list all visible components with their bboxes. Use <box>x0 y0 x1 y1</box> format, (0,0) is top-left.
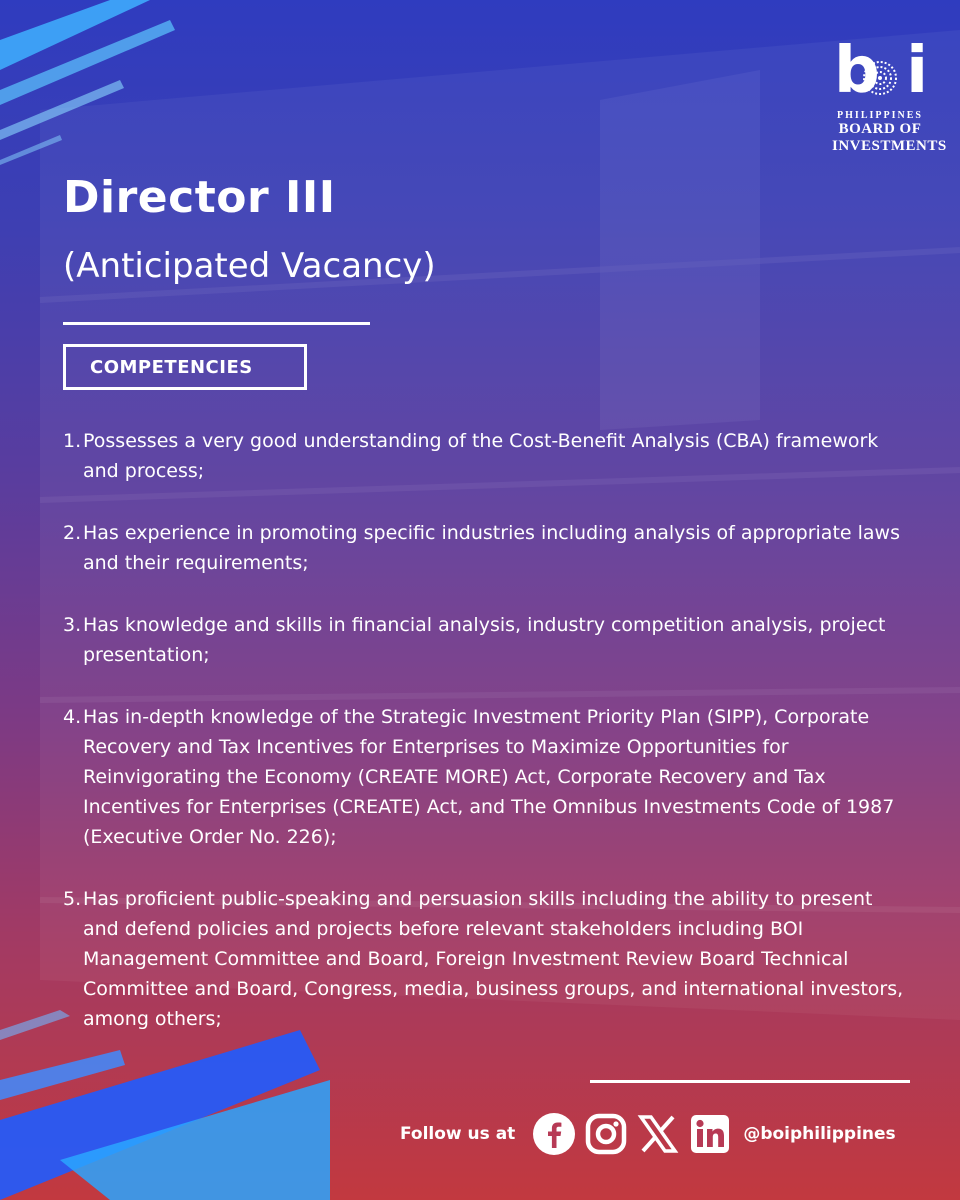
instagram-icon[interactable] <box>583 1111 629 1157</box>
competency-item <box>63 518 913 578</box>
social-footer <box>400 1108 940 1160</box>
competency-number: 4. <box>63 706 82 728</box>
competency-item <box>63 702 913 852</box>
linkedin-icon[interactable] <box>687 1111 733 1157</box>
logo-sun-icon <box>862 60 898 96</box>
competency-item <box>63 884 913 1034</box>
competency-number: 1. <box>63 430 82 452</box>
facebook-icon[interactable] <box>531 1111 577 1157</box>
page-subtitle: (Anticipated Vacancy) <box>63 246 436 286</box>
competency-text: Has in-depth knowledge of the Strategic Investment Priority Plan (SIPP), Corporate Recovery and Tax Incentives for Enterprises to Maximize Opportunities for Reinvigorating the Economy (CREATE MORE) Act, Corporate Recovery and Tax Incentives for Enterprises (CREATE) Act, and The Omnibus Investments Code of 1987 (Executive Order No. 226); <box>83 706 895 848</box>
logo-country: PHILIPPINES <box>837 110 923 121</box>
boi-logo-mark <box>832 34 928 108</box>
competency-number: 3. <box>63 614 82 636</box>
competency-number: 5. <box>63 888 82 910</box>
section-heading-box <box>63 344 307 390</box>
section-heading: COMPETENCIES <box>90 356 253 378</box>
competency-text: Possesses a very good understanding of the Cost-Benefit Analysis (CBA) framework and process; <box>83 430 879 482</box>
logo-letter-i: i <box>906 34 926 108</box>
logo-name-line1: BOARD OF <box>838 121 922 137</box>
x-icon[interactable] <box>635 1111 681 1157</box>
logo-letter-b: b <box>834 34 878 108</box>
page-title: Director III <box>63 172 336 223</box>
follow-label: Follow us at <box>400 1124 516 1144</box>
logo-name-line2: INVESTMENTS <box>832 138 947 154</box>
competency-text: Has knowledge and skills in financial analysis, industry competition analysis, project presentation; <box>83 614 886 666</box>
title-divider <box>63 322 370 325</box>
competency-item <box>63 610 913 670</box>
competency-number: 2. <box>63 522 82 544</box>
competency-text: Has proficient public-speaking and persuasion skills including the ability to present and defend policies and projects before relevant stakeholders including BOI Management Committee and Board, Foreign Investment Review Board Technical Committee and Board, Congress, media, business groups, and international investors, among others; <box>83 888 904 1030</box>
competency-item <box>63 426 913 486</box>
competency-text: Has experience in promoting specific industries including analysis of appropriate laws and their requirements; <box>83 522 900 574</box>
boi-logo <box>832 34 947 155</box>
competency-list <box>63 426 913 1066</box>
social-handle[interactable]: @boiphilippines <box>743 1124 896 1144</box>
footer-divider <box>590 1080 910 1083</box>
